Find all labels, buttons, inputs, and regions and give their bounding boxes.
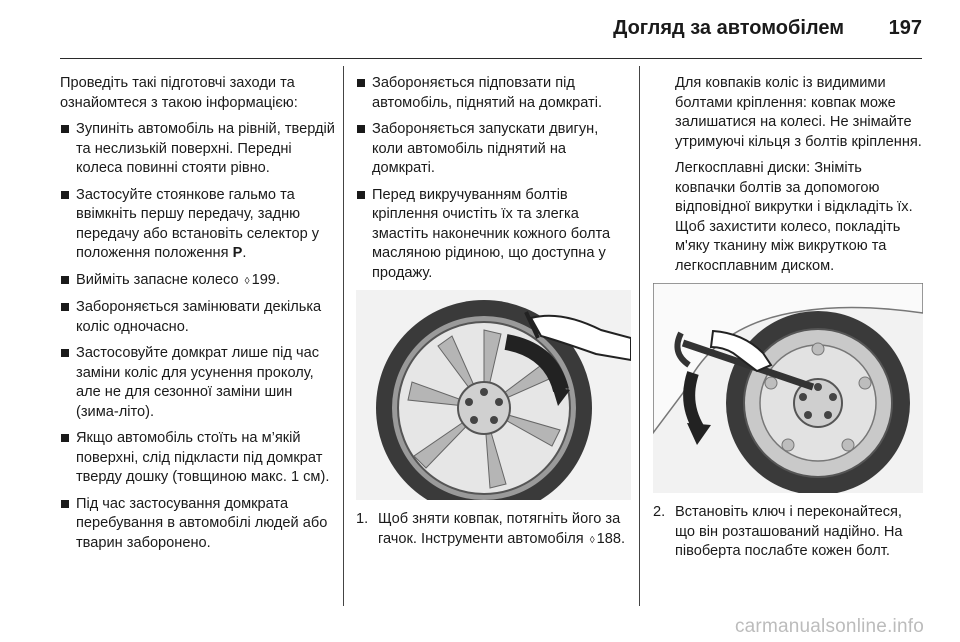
step-item: 1. Щоб зняти ковпак, потягніть його за гачок. Інструменти автомобіля ◊ 188. [356, 511, 626, 547]
square-bullet-icon [61, 434, 69, 442]
watermark: carmanualsonline.info [734, 616, 924, 637]
step-number: 2. [653, 504, 666, 520]
column-2 [356, 74, 631, 556]
paragraph: Легкосплавні диски: Зніміть ковпачки болтів за допомогою відповідної викрутки і відкладіть їх. Щоб захистити колесо, покладіть м'яку тканину між викруткою та легкосплавним диском. [675, 160, 913, 274]
column-divider-2 [639, 66, 640, 606]
hubcap-removal-illustration [356, 290, 631, 500]
list-item: Застосуйте стоянкове гальмо та ввімкніть першу передачу, задню передачу або встановіть селектор у положення положення P. [60, 186, 338, 264]
gear-position-label: P [232, 245, 243, 261]
wheel-wrench-icon [653, 283, 923, 493]
section-title: Догляд за автомобілем [613, 17, 844, 39]
list-item: Застосовуйте домкрат лише під час заміни коліс для усунення проколу, але не для сезонної заміни шин (зима-літо). [60, 344, 338, 422]
column-3 [653, 74, 923, 568]
wheel-bolt-loosening-illustration [653, 283, 923, 493]
page-header [60, 0, 922, 59]
list-item: Забороняється підповзати під автомобіль, піднятий на домкраті. [356, 74, 631, 113]
square-bullet-icon [357, 79, 365, 87]
list-item: Якщо автомобіль стоїть на м’якій поверхні, слід підкласти під домкрат тверду дошку (товщиною макс. 1 см). [60, 429, 338, 488]
list-item: Зупиніть автомобіль на рівній, твердій та неслизькій поверхні. Передні колеса повинні стояти рівно. [60, 120, 338, 179]
square-bullet-icon [61, 349, 69, 357]
column-divider-1 [343, 66, 344, 606]
square-bullet-icon [61, 191, 69, 199]
preparation-list [60, 120, 338, 553]
column-1 [60, 74, 338, 560]
warning-list [356, 74, 631, 283]
square-bullet-icon [61, 303, 69, 311]
steps-list [653, 503, 923, 562]
square-bullet-icon [357, 125, 365, 133]
page-reference-icon: ◊ [244, 275, 250, 287]
wheel-cover-hook-icon [356, 290, 631, 500]
page-number: 197 [888, 17, 922, 39]
square-bullet-icon [357, 191, 365, 199]
square-bullet-icon [61, 276, 69, 284]
list-item: Під час застосування домкрата перебування в автомобілі людей або тварин заборонено. [60, 495, 338, 554]
square-bullet-icon [61, 500, 69, 508]
page-reference-icon: ◊ [589, 534, 595, 546]
step-item: 2. Встановіть ключ і переконайтеся, що він розташований надійно. На півоберта послабте кожен болт. [653, 504, 903, 559]
list-item: Вийміть запасне колесо ◊ 199. [60, 271, 338, 292]
page-reference-link[interactable]: 199 [251, 271, 276, 288]
list-item: Перед викручуванням болтів кріплення очистіть їх та злегка змастіть наконечник кожного болта масляною рідиною, що доступна у продажу. [356, 186, 631, 284]
steps-list [356, 510, 631, 550]
paragraph: Для ковпаків коліс із видимими болтами кріплення: ковпак може залишатися на колесі. Не знімайте утримуючі кільця з болтів кріплення. [675, 75, 922, 150]
square-bullet-icon [61, 125, 69, 133]
list-item: Забороняється запускати двигун, коли автомобіль піднятий на домкраті. [356, 120, 631, 179]
step-number: 1. [356, 511, 369, 527]
page-reference-link[interactable]: 188 [596, 530, 622, 547]
list-item: Забороняється замінювати декілька коліс одночасно. [60, 298, 338, 337]
intro-paragraph: Проведіть такі підготовчі заходи та ознайомтеся з такою інформацією: [60, 75, 298, 111]
